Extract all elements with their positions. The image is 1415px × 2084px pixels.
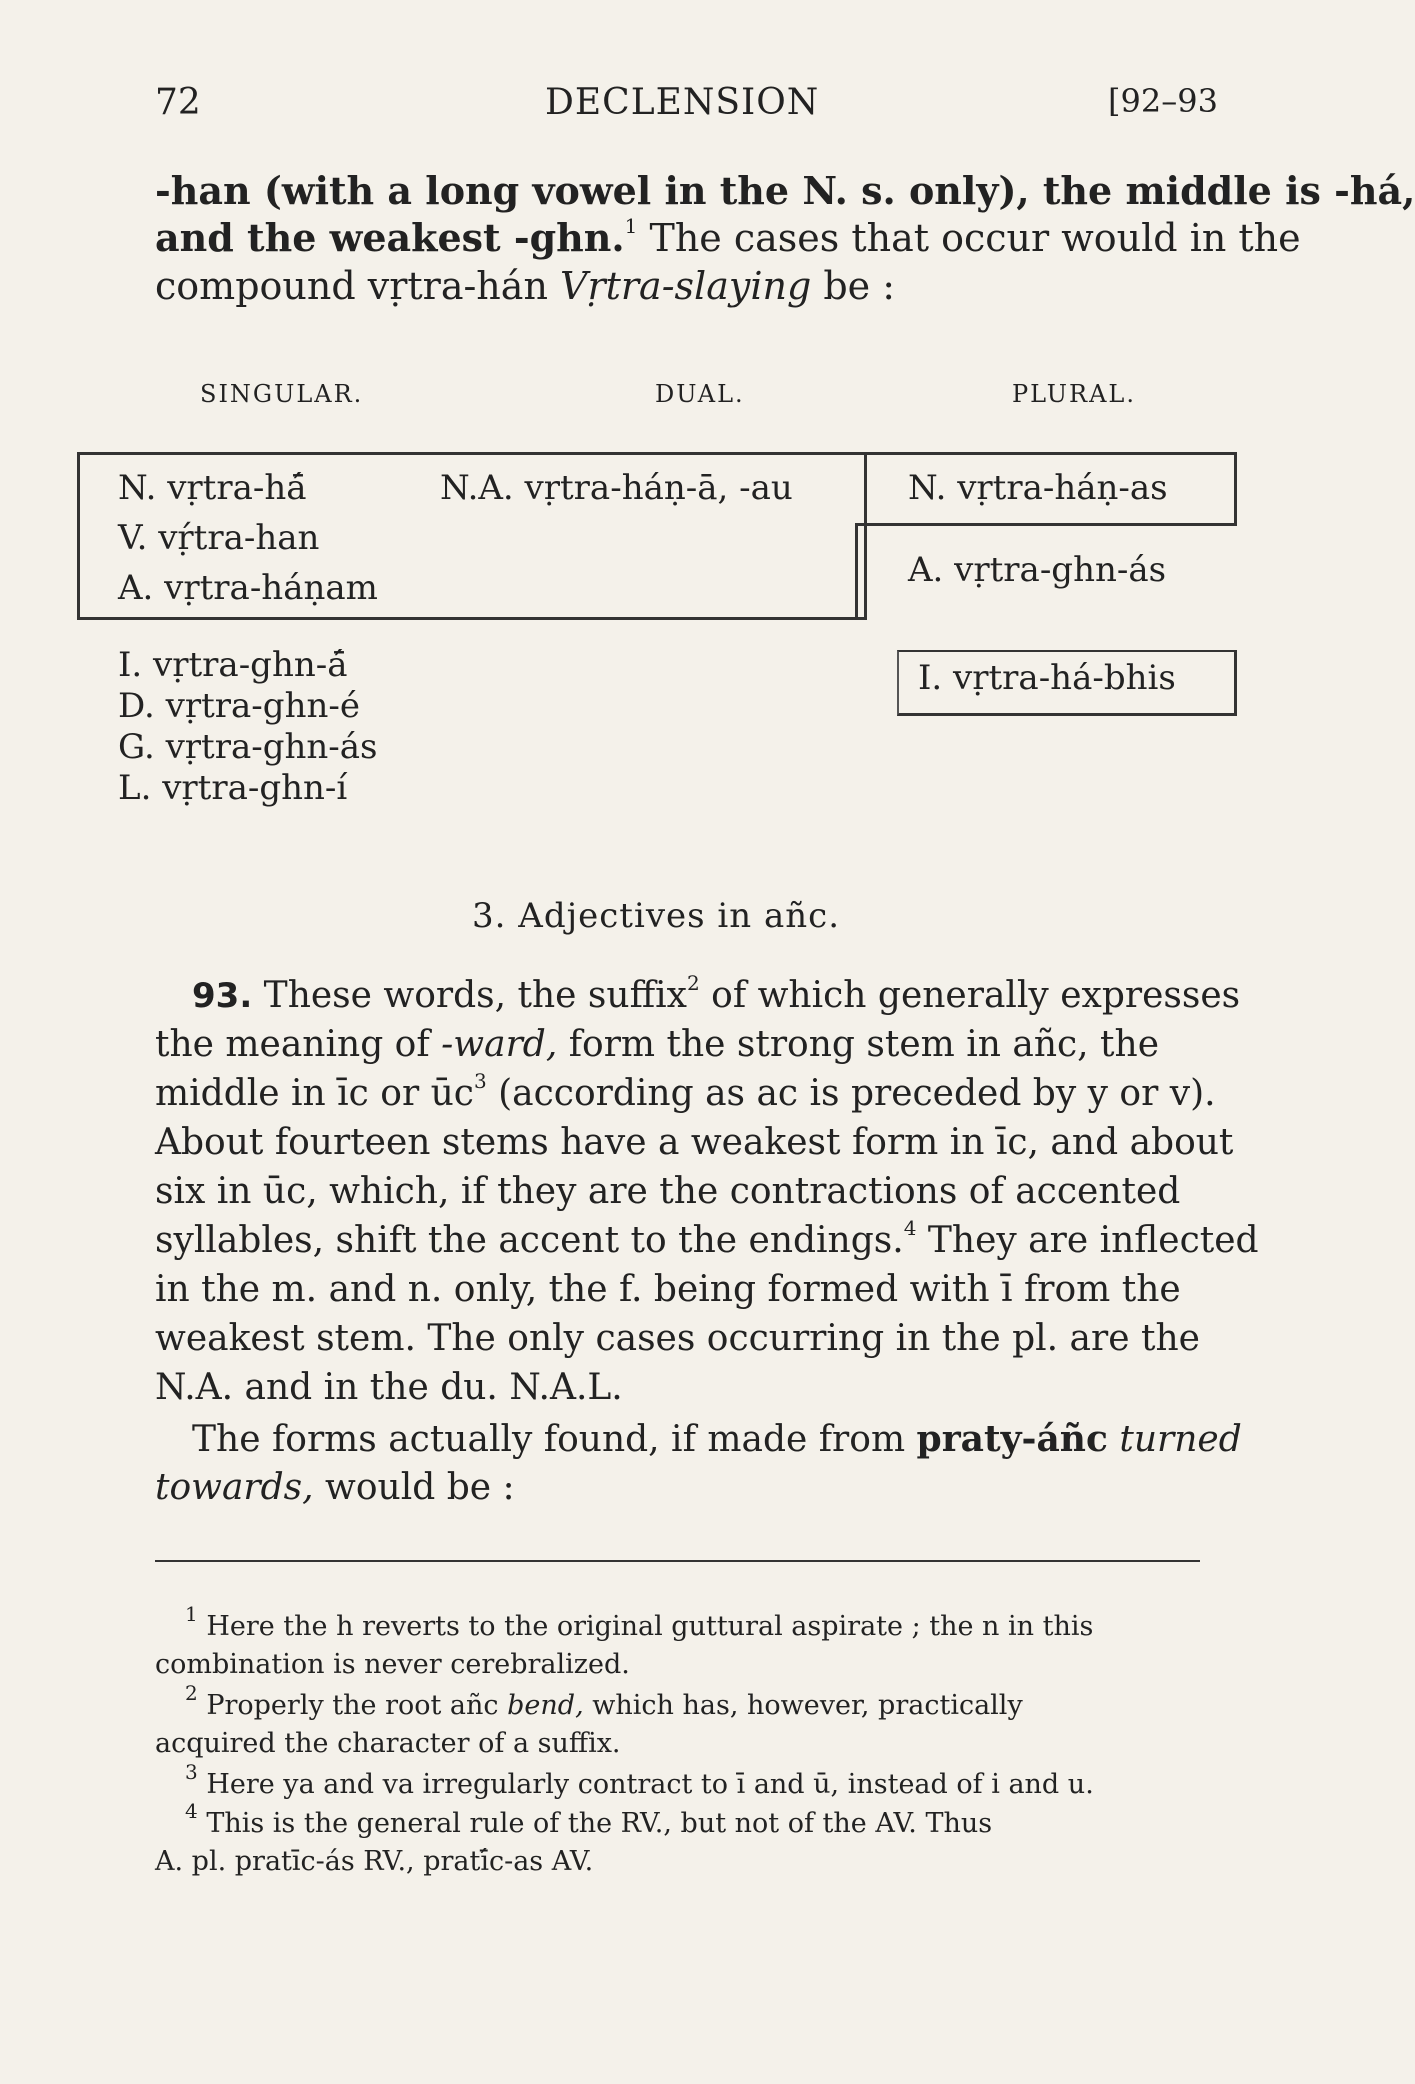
section-title-text: Adjectives in añc.: [518, 896, 841, 936]
footnote-rule: [155, 1560, 1200, 1562]
footnote-ref-1: 1: [624, 214, 638, 239]
forms-l1-italic: turned: [1107, 1419, 1242, 1460]
footnote-4-line-1: [185, 1799, 993, 1839]
footnote-2-line-2: acquired the character of a suffix.: [155, 1728, 621, 1759]
para93-line-5: six in ūc, which, if they are the contractions of accented: [155, 1171, 1181, 1212]
footnote-3-line-1: [185, 1760, 1094, 1800]
forms-l1-bold: praty-áñc: [916, 1418, 1108, 1460]
intro-line-3-italic: Vṛtra-slaying: [560, 264, 812, 308]
footnote-ref-3: 3: [473, 1069, 487, 1093]
footnote-2-a: Properly the root añc: [197, 1690, 508, 1721]
forms-line-1: [192, 1418, 1242, 1460]
para93-line-8: weakest stem. The only cases occurring in the pl. are the: [155, 1318, 1200, 1359]
para93-line-3: [155, 1069, 1216, 1114]
footnote-ref-2: 2: [686, 971, 700, 995]
intro-line-3-a: compound vṛtra-hán: [155, 264, 560, 308]
section-title: [472, 896, 840, 936]
para93-l2-italic: -ward,: [441, 1024, 558, 1065]
sing-dat: D. vṛtra-ghn-é: [118, 686, 360, 726]
footnote-3-number: 3: [185, 1760, 198, 1784]
footnote-1-number: 1: [185, 1602, 198, 1626]
intro-line-3: [155, 264, 895, 308]
footnote-1-text: Here the h reverts to the original guttural aspirate ; the n in this: [197, 1611, 1094, 1642]
page-header-title: DECLENSION: [545, 82, 820, 123]
forms-l1-a: The forms actually found, if made from: [192, 1419, 917, 1460]
box-connector: [855, 526, 863, 620]
para93-l3-b: (according as ac is preceded by y or v).: [486, 1073, 1216, 1114]
para93-line-2: [155, 1024, 1159, 1065]
plural-instr: I. vṛtra-há-bhis: [918, 658, 1176, 698]
sing-loc: L. vṛtra-ghn-í: [118, 768, 348, 808]
para93-number: 93.: [192, 976, 253, 1016]
intro-line-2-a: and the weakest -ghn.: [155, 215, 625, 260]
footnote-2-line-1: [185, 1681, 1023, 1721]
intro-line-2-b: The cases that occur would in the: [637, 216, 1301, 260]
para93-line-7: in the m. and n. only, the f. being formed with ī from the: [155, 1269, 1181, 1310]
para93-l6-b: They are inflected: [916, 1220, 1259, 1261]
column-header-singular: SINGULAR.: [200, 380, 364, 408]
section-range: [92–93: [1108, 82, 1218, 120]
para93-line-9: N.A. and in the du. N.A.L.: [155, 1367, 623, 1408]
footnote-2-italic: bend,: [507, 1690, 584, 1721]
footnote-2-b: which has, however, practically: [583, 1690, 1023, 1721]
sing-gen: G. vṛtra-ghn-ás: [118, 727, 378, 767]
footnote-2-number: 2: [185, 1681, 198, 1705]
footnote-1-line-2: combination is never cerebralized.: [155, 1649, 630, 1680]
plural-acc: A. vṛtra-ghn-ás: [908, 550, 1167, 590]
column-header-plural: PLURAL.: [1012, 380, 1136, 408]
footnote-ref-4: 4: [903, 1216, 917, 1240]
para93-l3-a: middle in īc or ūc: [155, 1073, 474, 1114]
intro-line-1: -han (with a long vowel in the N. s. only), the middle is -há,: [155, 168, 1415, 213]
para93-l1-b: of which generally expresses: [699, 975, 1241, 1016]
section-number: 3.: [472, 896, 507, 936]
forms-line-2: [155, 1467, 515, 1508]
dual-nom-acc: N.A. vṛtra-háṇ-ā, -au: [440, 468, 793, 508]
forms-l2-b: would be :: [313, 1467, 515, 1508]
footnote-4-line-2: A. pl. pratīc-ás RV., pratī́c-as AV.: [155, 1846, 594, 1877]
sing-voc: V. vṛ́tra-han: [118, 518, 320, 558]
footnote-4-number: 4: [185, 1799, 198, 1823]
intro-line-2: [155, 215, 1301, 260]
para93-l6-a: syllables, shift the accent to the endings.: [155, 1220, 904, 1261]
sing-nom: N. vṛtra-há̄: [118, 468, 307, 508]
footnote-4-text: This is the general rule of the RV., but not of the AV. Thus: [197, 1808, 993, 1839]
footnote-3-text: Here ya and va irregularly contract to ī and ū, instead of i and u.: [197, 1769, 1094, 1800]
plural-nom: N. vṛtra-háṇ-as: [908, 468, 1168, 508]
footnote-1-line-1: [185, 1602, 1094, 1642]
column-header-dual: DUAL.: [655, 380, 745, 408]
para93-line-6: [155, 1216, 1259, 1261]
para93-l2-b: form the strong stem in añc, the: [557, 1024, 1160, 1065]
sing-acc: A. vṛtra-háṇam: [118, 568, 378, 608]
para93-line-1: [192, 971, 1241, 1016]
sing-instr: I. vṛtra-ghn-á̄: [118, 645, 348, 685]
para93-l2-a: the meaning of: [155, 1024, 442, 1065]
page-number: 72: [155, 82, 201, 123]
intro-line-3-b: be :: [811, 264, 896, 308]
para93-l1-a: These words, the suffix: [252, 975, 687, 1016]
para93-line-4: About fourteen stems have a weakest form in īc, and about: [155, 1122, 1234, 1163]
forms-l2-italic: towards,: [155, 1467, 314, 1508]
